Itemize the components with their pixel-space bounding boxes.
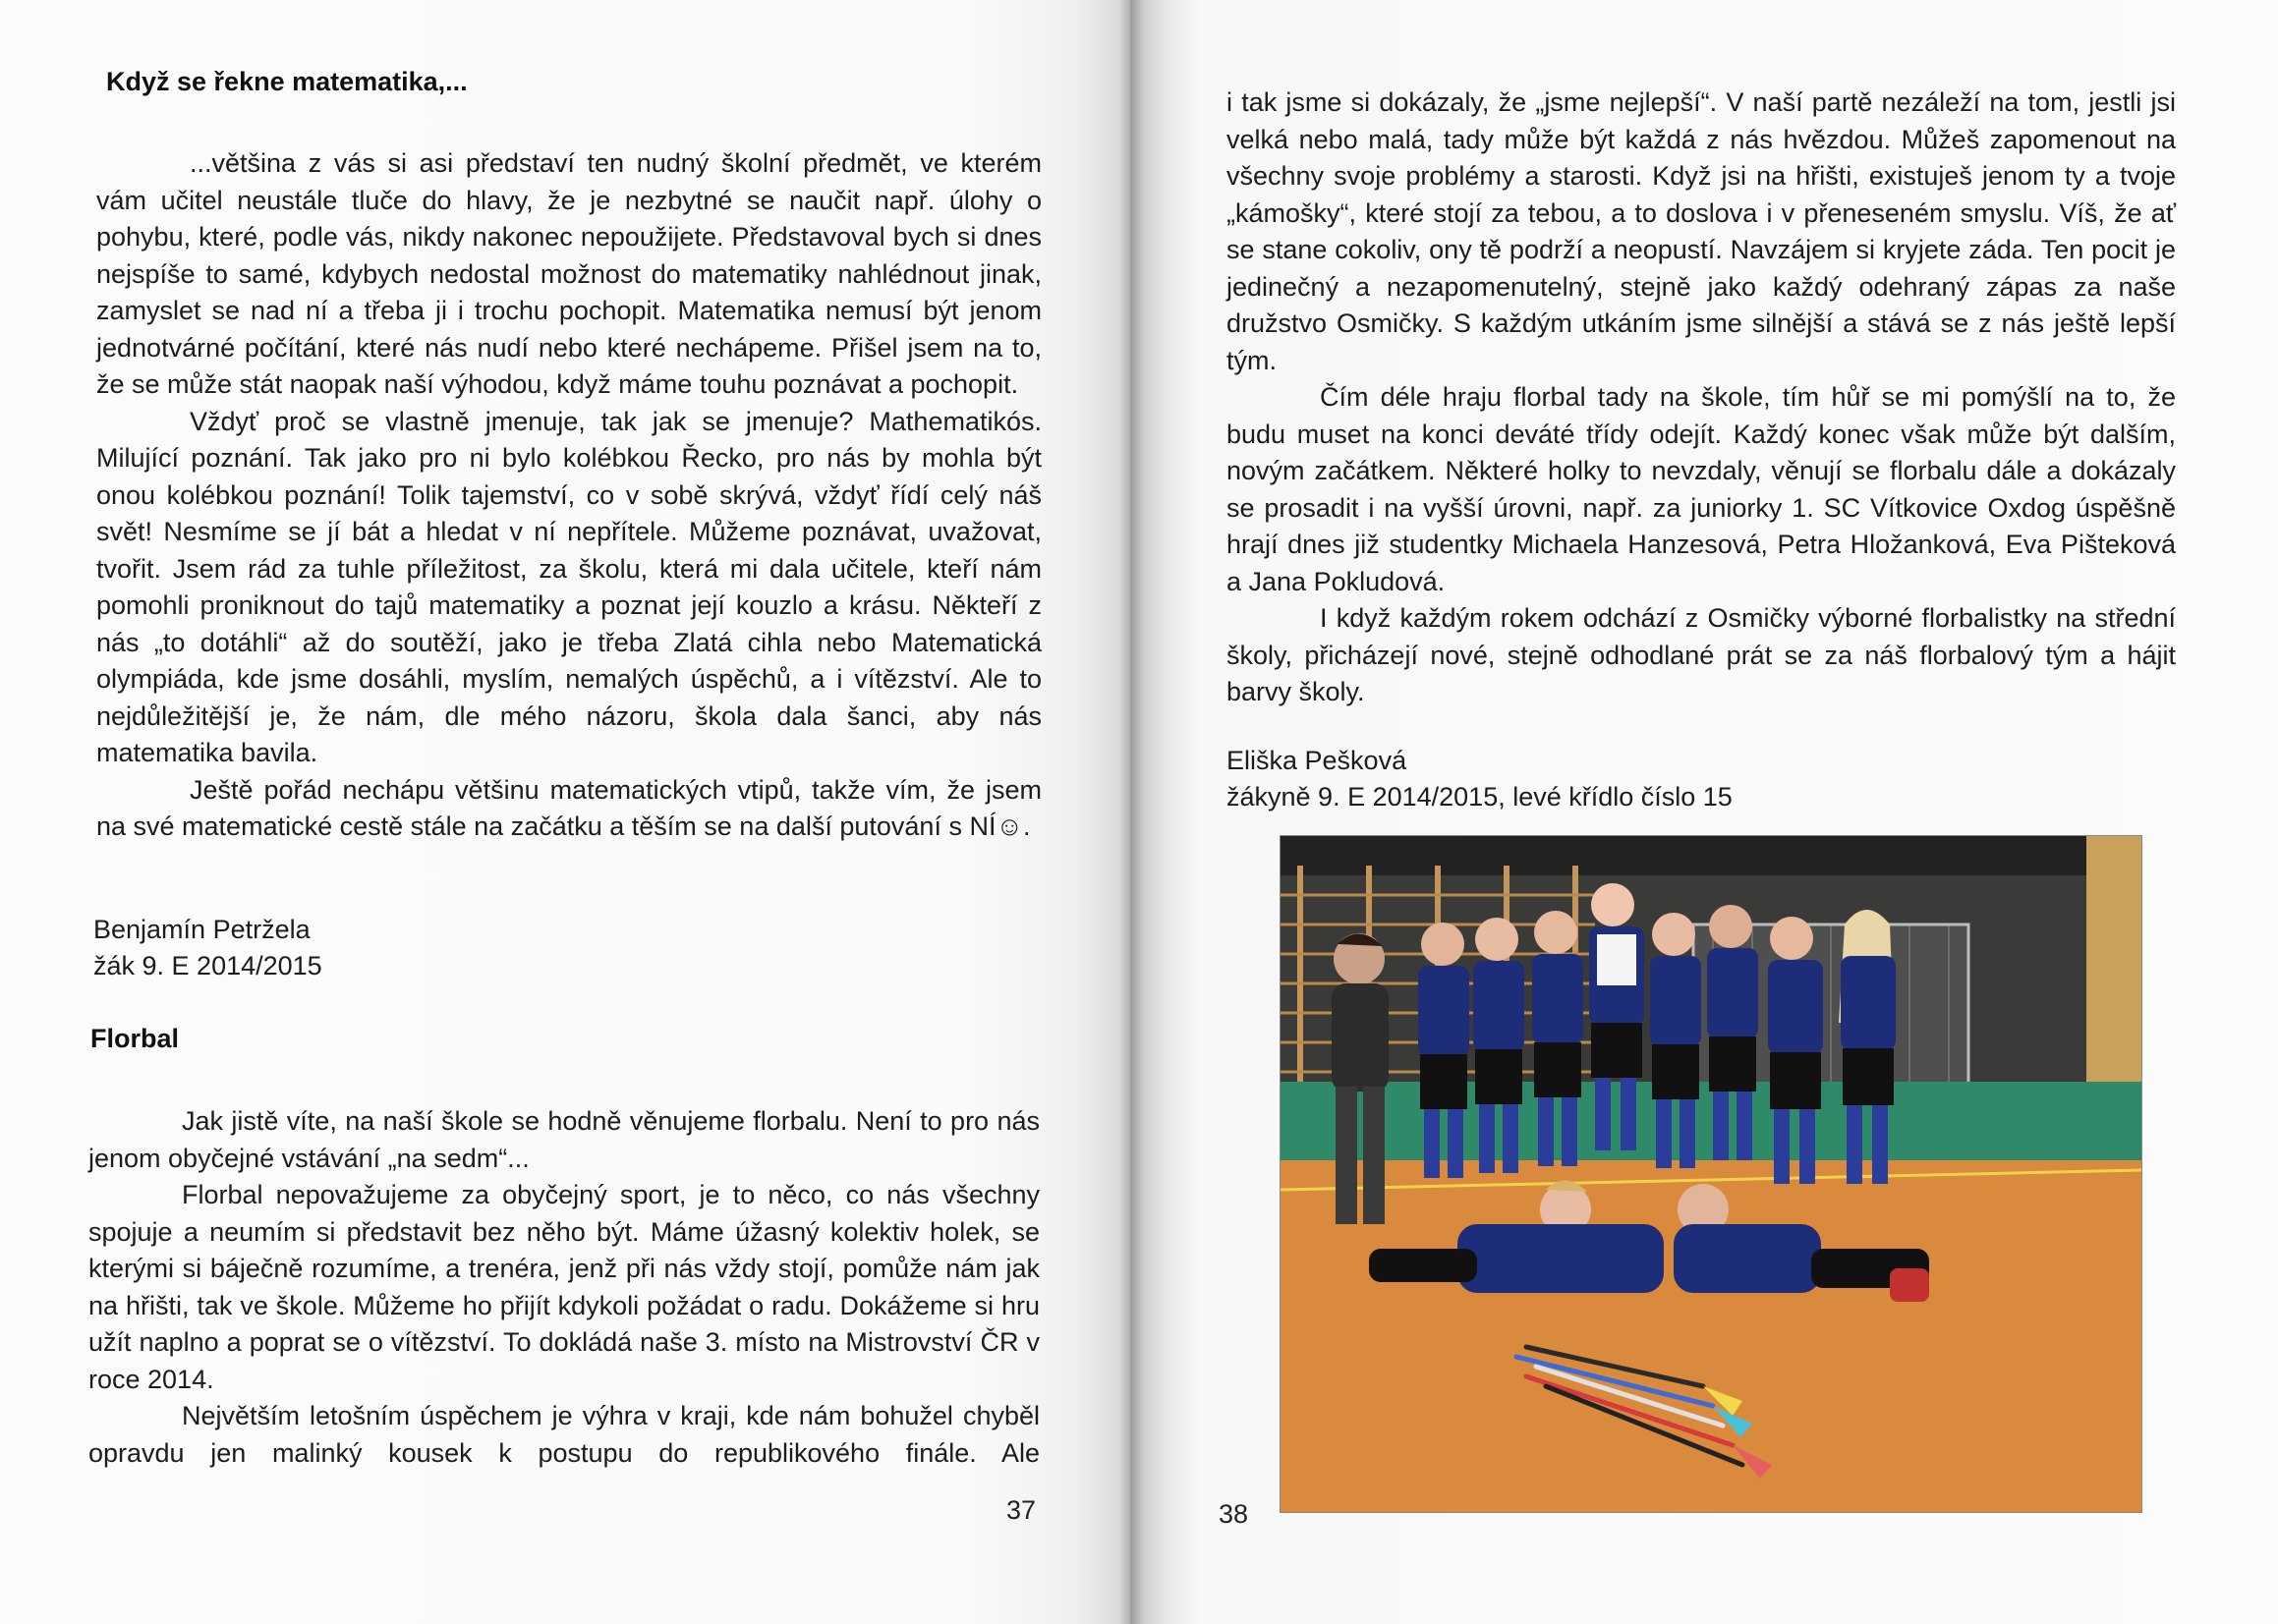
section-title-florbal: Florbal [90, 1024, 180, 1053]
author-class: žákyně 9. E 2014/2015, levé křídlo číslo 15 [1226, 782, 1733, 812]
author-signature-right [1226, 743, 1733, 815]
florbal-body-continued [1226, 84, 2176, 711]
paragraph: Čím déle hraju florbal tady na škole, tím hůř se mi pomýšlí na to, že budu muset na konci deváté třídy odejít. Každý konec však může být dalším, novým začátkem. Některé holky to nevzdaly, věnují se florbalu dále a dokázaly se prosadit i na vyšší úrovni, např. za juniorky 1. SC Vítkovice Oxdog úspěšně hrají dnes již studentky Michaela Hanzesová, Petra Hložanková, Eva Pišteková a Jana Pokludová. [1226, 382, 2176, 596]
left-page [0, 0, 1130, 1624]
author-name: Eliška Pešková [1226, 746, 1407, 775]
paragraph: i tak jsme si dokázaly, že „jsme nejlepší“. V naší partě nezáleží na tom, jestli jsi velká nebo malá, tady může být každá z nás hvězdou. Můžeš zapomenout na všechny svoje problémy a starosti. Když jsi na hřišti, existuješ jenom ty a tvoje „kámošky“, které stojí za tebou, a to doslova i v přeneseném smyslu. Víš, že ať se stane cokoliv, ony tě podrží a neopustí. Navzájem si kryjete záda. Ten pocit je jedinečný a nezapomenutelný, stejně jako každý odehraný zápas za naše družstvo Osmičky. S každým utkáním jsme silnější a stává se z nás ještě lepší tým. [1226, 87, 2176, 375]
paragraph: Jak jistě víte, na naší škole se hodně věnujeme florbalu. Není to pro nás jenom obyčejné vstávání „na sedm“... [88, 1106, 1040, 1173]
section-title-matematika: Když se řekne matematika,... [106, 67, 468, 96]
book-gutter [1118, 0, 1144, 1624]
team-photo [1280, 835, 2142, 1513]
florbal-body [88, 1103, 1040, 1472]
page-number-right: 38 [1219, 1499, 1249, 1529]
paragraph: I když každým rokem odchází z Osmičky výborné florbalistky na střední školy, přicházejí nové, stejně odhodlané prát se za náš florbalový tým a hájit barvy školy. [1226, 603, 2176, 706]
paragraph: Největším letošním úspěchem je výhra v kraji, kde nám bohužel chyběl opravdu jen malinký kousek k postupu do republikového finále. Ale [88, 1401, 1040, 1468]
author-name: Benjamín Petržela [93, 915, 311, 944]
paragraph: Vždyť proč se vlastně jmenuje, tak jak se jmenuje? Mathematikós. Milující poznání. Tak jako pro ni bylo kolébkou Řecko, pro nás by mohla být onou kolébkou poznání! Tolik tajemství, co v sobě skrývá, vždyť řídí celý náš svět! Nesmíme se jí bát a hledat v ní nepřítele. Můžeme poznávat, uvažovat, tvořit. Jsem rád za tuhle příležitost, za školu, která mi dala učitele, kteří nám pomohli proniknout do tajů matematiky a poznat její kouzlo a krásu. Někteří z nás „to dotáhli“ až do soutěží, jako je třeba Zlatá cihla nebo Matematická olympiáda, kde jsme dosáhli, myslím, nemalých úspěchů, a i vítězství. Ale to nejdůležitější je, že nám, dle mého názoru, škola dala šanci, aby nás matematika bavila. [96, 406, 1042, 767]
author-class: žák 9. E 2014/2015 [93, 951, 322, 980]
author-signature [93, 912, 322, 984]
paragraph: Ještě pořád nechápu většinu matematických vtipů, takže vím, že jsem na své matematické cestě stále na začátku a těším se na další putování s NÍ☺. [96, 774, 1042, 841]
matematika-body [96, 145, 1042, 846]
paragraph: ...většina z vás si asi představí ten nudný školní předmět, ve kterém vám učitel neustále tluče do hlavy, že je nezbytné se naučit např. úlohy o pohybu, které, podle vás, nikdy nakonec nepoužijete. Představoval bych si dnes nejspíše to samé, kdybych nedostal možnost do matematiky nahlédnout jinak, zamyslet se nad ní a třeba ji i trochu pochopit. Matematika nemusí být jenom jednotvárné počítání, které nás nudí nebo které nechápeme. Přišel jsem na to, že se může stát naopak naší výhodou, když máme touhu poznávat a pochopit. [96, 148, 1042, 399]
paragraph: Florbal nepovažujeme za obyčejný sport, je to něco, co nás všechny spojuje a neumím si představit bez něho být. Máme úžasný kolektiv holek, se kterými si báječně rozumíme, a trenéra, jenž při nás vždy stojí, pomůže nám jak na hřišti, tak ve škole. Můžeme ho přijít kdykoli požádat o radu. Dokážeme si hru užít naplno a poprat se o vítězství. To dokládá naše 3. místo na Mistrovství ČR v roce 2014. [88, 1180, 1040, 1394]
page-number-left: 37 [1006, 1495, 1037, 1525]
